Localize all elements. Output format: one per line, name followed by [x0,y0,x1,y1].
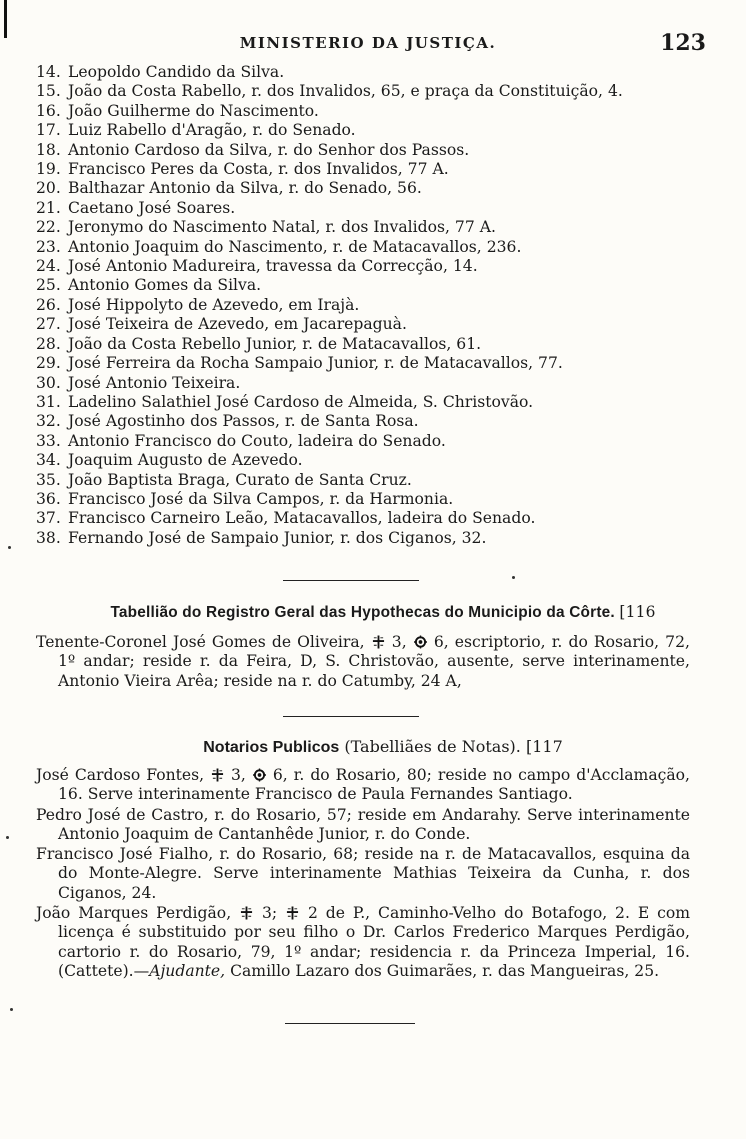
list-item-text: Francisco José da Silva Campos, r. da Harmonia. [68,489,454,508]
notary-cardoso-text-3: 6, r. do Rosario, 80; reside no campo d'Acclamação, 16. Serve interinamente Francisco de Paula Fernandes Santiago. [58,766,690,804]
notary-castro: Pedro José de Castro, r. do Rosario, 57; reside em Andarahy. Serve interinamente Antonio Joaquim de Cantanhêde Junior, r. do Conde. [36,806,690,844]
ink-speck [8,546,11,549]
list-item [36,315,676,334]
list-item-number: 21. [36,198,61,217]
list-item-number: 15. [36,82,61,101]
list-item-number: 29. [36,354,61,373]
notary-perdigao-text-3: 2 de P., Caminho-Velho do Botafogo, 2. E com licença é substituido por seu filho o Dr. Carlos Frederico Marques Perdigão, cartorio r. do Rosario, 79, 1º andar; residencia r. da Princeza Imperial, 16. (Cattete).— [58,904,691,981]
list-item [36,451,676,470]
list-item-text: Ladelino Salathiel José Cardoso de Almeida, S. Christovão. [68,392,534,411]
list-item-number: 20. [36,179,61,198]
divider [283,580,419,581]
list-item [36,199,676,218]
list-item [36,160,676,179]
list-item [36,412,676,431]
list-item-text: José Antonio Madureira, travessa da Correcção, 14. [68,257,478,276]
list-item [36,374,676,393]
list-item-text: João Baptista Braga, Curato de Santa Cruz. [68,470,412,489]
notary-perdigao-text-1: João Marques Perdigão, [36,904,232,922]
registry-text-1: Tenente-Coronel José Gomes de Oliveira, [36,633,365,651]
notary-perdigao [36,904,690,982]
list-item [36,218,676,237]
list-item [36,471,676,490]
running-head [30,30,706,60]
list-item-number: 17. [36,121,61,140]
list-item-number: 24. [36,257,61,276]
notary-cardoso-text-1: José Cardoso Fontes, [36,766,205,784]
list-item-text: Antonio Joaquim do Nascimento, r. de Matacavallos, 236. [68,237,522,256]
registry-text-2: 3, [391,633,407,651]
notary-cardoso [36,766,690,805]
registry-heading [60,603,706,622]
list-item-text: Balthazar Antonio da Silva, r. do Senado, 56. [68,179,422,198]
list-item-text: Francisco Peres da Costa, r. dos Invalidos, 77 A. [68,160,449,179]
list-item-number: 14. [36,63,61,81]
notaries-heading-rest: (Tabelliães de Notas). [344,737,521,756]
list-item [36,490,676,509]
page-edge-mark [4,0,7,38]
ink-speck [512,576,515,579]
list-item-text: Antonio Cardoso da Silva, r. do Senhor dos Passos. [68,140,470,159]
list-item [36,276,676,295]
list-item-number: 31. [36,392,61,411]
list-item-text: José Teixeira de Azevedo, em Jacarepaguà. [68,315,407,334]
registry-paragraph [36,633,690,691]
list-item-number: 34. [36,451,61,470]
list-item-text: Luiz Rabello d'Aragão, r. do Senado. [68,121,356,140]
list-item-text: José Hippolyto de Azevedo, em Irajà. [68,295,360,314]
list-item-number: 28. [36,334,61,353]
divider [285,1023,415,1024]
list-item-number: 26. [36,295,61,314]
list-item-text: João da Costa Rebello Junior, r. de Matacavallos, 61. [68,334,482,353]
notary-perdigao-text-4: Camillo Lazaro dos Guimarães, r. das Mangueiras, 25. [225,962,660,981]
list-item-number: 37. [36,509,61,528]
list-item-text: João da Costa Rabello, r. dos Invalidos, 65, e praça da Constituição, 4. [68,82,623,101]
list-item-text: Francisco Carneiro Leão, Matacavallos, ladeira do Senado. [68,509,536,528]
list-item-number: 38. [36,528,61,547]
notary-fialho: Francisco José Fialho, r. do Rosario, 68; reside na r. de Matacavallos, esquina da do Monte-Alegre. Serve interinamente Mathias Teixeira da Cunha, r. dos Ciganos, 24. [36,845,690,902]
cross-order-icon [240,906,253,920]
notary-perdigao-text-2: 3; [261,904,278,922]
list-item-text: Joaquim Augusto de Azevedo. [68,451,303,470]
list-item-number: 18. [36,140,61,159]
list-item-number: 23. [36,237,61,256]
notaries-heading [60,737,706,757]
registry-text-3: 6, escriptorio, r. do Rosario, 72, 1º andar; reside r. da Feira, D, S. Christovão, ausente, serve interinamente, Antonio Vieira Arêa; reside na r. do Catumby, 24 A, [58,633,690,690]
ink-speck [6,836,9,839]
list-item-text: José Agostinho dos Passos, r. de Santa Rosa. [68,412,419,431]
page-number: 123 [660,30,706,56]
list-item-text: José Antonio Teixeira. [68,373,241,392]
list-item-text: Fernando José de Sampaio Junior, r. dos Ciganos, 32. [68,528,487,547]
list-item [36,257,676,276]
list-item-text: João Guilherme do Nascimento. [68,101,319,120]
list-item-number: 32. [36,412,61,431]
list-item-number: 35. [36,470,61,489]
rose-order-icon [253,768,266,782]
notaries-heading-bold: Notarios Publicos [203,739,340,756]
list-item-number: 25. [36,276,61,295]
list-item-text: Jeronymo do Nascimento Natal, r. dos Invalidos, 77 A. [68,218,496,237]
list-item-text: Caetano José Soares. [68,198,236,217]
notaries-ref: [117 [525,737,563,756]
numbered-list [36,63,676,548]
list-item [36,354,676,373]
rose-order-icon [414,635,427,649]
list-item-number: 16. [36,101,61,120]
list-item-text: Leopoldo Candido da Silva. [68,63,285,81]
list-item-number: 19. [36,160,61,179]
notary-cardoso-text-2: 3, [231,766,246,784]
running-title: MINISTERIO DA JUSTIÇA. [239,34,497,52]
list-item [36,529,676,548]
registry-ref: [116 [619,603,656,621]
list-item [36,238,676,257]
list-item [36,179,676,198]
list-item [36,432,676,451]
notary-perdigao-ajudante: Ajudante, [149,962,226,981]
list-item [36,393,676,412]
list-item-text: Antonio Francisco do Couto, ladeira do Senado. [68,431,446,450]
ink-speck [10,1008,13,1011]
list-item [36,509,676,528]
list-item-number: 33. [36,431,61,450]
list-item [36,82,676,101]
list-item-number: 27. [36,315,61,334]
registry-heading-text: Tabellião do Registro Geral das Hypothecas do Municipio da Côrte. [110,604,615,621]
list-item-number: 36. [36,489,61,508]
cross-order-icon [211,768,224,782]
cross-order-icon [286,906,299,920]
list-item [36,296,676,315]
list-item [36,141,676,160]
list-item-text: José Ferreira da Rocha Sampaio Junior, r. de Matacavallos, 77. [68,354,563,373]
cross-order-icon [372,635,385,649]
list-item [36,63,676,82]
divider [283,716,419,717]
list-item-text: Antonio Gomes da Silva. [68,276,262,295]
list-item [36,102,676,121]
list-item-number: 22. [36,218,61,237]
list-item [36,335,676,354]
list-item [36,121,676,140]
list-item-number: 30. [36,373,61,392]
